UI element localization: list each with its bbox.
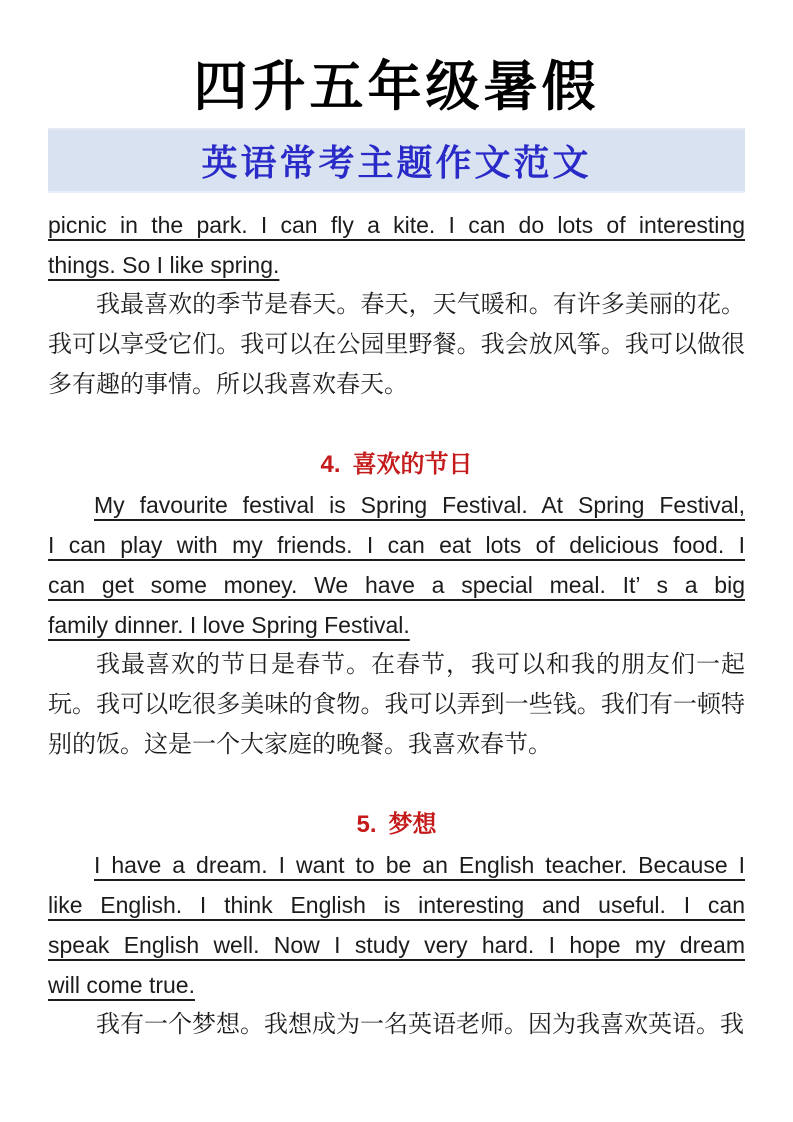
chinese-translation-paragraph: 我最喜欢的节日是春节。在春节，我可以和我的朋友们一起玩。我可以吃很多美味的食物。我可以弄到一些钱。我们有一顿特别的饭。这是一个大家庭的晚餐。我喜欢春节。 (48, 651, 745, 758)
section-number: 4. (320, 451, 341, 478)
english-paragraph (48, 485, 745, 645)
subtitle-banner-text: 英语常考主题作文范文 (201, 142, 592, 184)
section-heading (48, 805, 745, 845)
english-line: like English. I think English is interesting and useful. I can (48, 892, 745, 918)
english-line: picnic in the park. I can fly a kite. I can do lots of interesting (48, 212, 745, 238)
english-line: will come true. (48, 972, 195, 998)
section-title: 梦想 (388, 811, 437, 838)
subtitle-banner (48, 128, 745, 193)
english-line: My favourite festival is Spring Festival. At Spring Festival, (94, 492, 745, 518)
english-line: family dinner. I love Spring Festival. (48, 612, 410, 638)
english-line: I can play with my friends. I can eat lots of delicious food. I (48, 532, 745, 558)
document-body (48, 205, 745, 1045)
english-paragraph (48, 205, 745, 285)
section-number: 5. (356, 811, 377, 838)
english-line: I have a dream. I want to be an English teacher. Because I (94, 852, 745, 878)
chinese-translation-paragraph: 我最喜欢的季节是春天。春天，天气暖和。有许多美丽的花。我可以享受它们。我可以在公园里野餐。我会放风筝。我可以做很多有趣的事情。所以我喜欢春天。 (48, 291, 745, 398)
english-paragraph (48, 845, 745, 1005)
section-title: 喜欢的节日 (352, 451, 473, 478)
page-title: 四升五年级暑假 (193, 54, 600, 118)
section-heading (48, 445, 745, 485)
chinese-translation-paragraph: 我有一个梦想。我想成为一名英语老师。因为我喜欢英语。我 (96, 1011, 744, 1038)
english-line: can get some money. We have a special meal. It’ s a big (48, 572, 745, 598)
english-line: things. So I like spring. (48, 252, 280, 278)
english-line: speak English well. Now I study very hard. I hope my dream (48, 932, 745, 958)
